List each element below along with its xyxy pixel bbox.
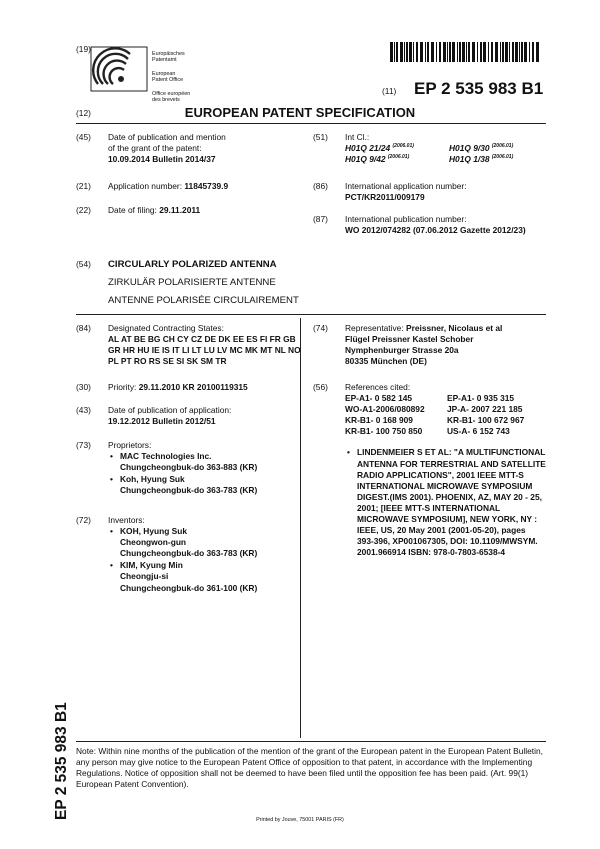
title-fr: ANTENNE POLARISÉE CIRCULAIREMENT [108,295,299,307]
epo-logo [90,46,148,92]
footer-rule [76,741,546,742]
list-item: • KIM, Kyung Min Cheongju-si Chungcheongbuk-do 361-100 (KR) [108,560,296,593]
section-30: (30) Priority: 29.11.2010 KR 20100119315 [76,382,248,392]
office-name-fr: Office européen des brevets [152,90,191,103]
document-title: EUROPEAN PATENT SPECIFICATION [184,105,416,120]
opposition-note: Note: Within nine months of the publication of the mention of the grant of the European patent in the European Patent Bulletin, any person may give notice to the European Patent Office of opposition to that patent, in accordance with the Implementing Regulations. Notice of opposition shall not be deemed to have been filed until the opposition fee has been paid. (Art. 99(1) European Patent Convention). [76,746,543,790]
epo-logo-icon [90,46,148,92]
section-51-ipc: (51) Int Cl.: H01Q 21/24 $^{(2006.01)}$ H01Q 9/30 $^{(2006.01)}$ H01Q 9/42 $^{(2006.01)}$ H01Q 1/38 $^{(2006.01)}$ [313,132,514,165]
list-item: • KOH, Hyung Suk Cheongwon-gun Chungcheongbuk-do 363-783 (KR) [108,526,296,559]
office-name-en: European Patent Office [152,70,184,83]
column-divider [300,318,301,738]
section-56: (56) References cited: EP-A1- 0 582 145 EP-A1- 0 935 315 WO-A1-2006/080892 JP-A- 2007 221 185 KR-B1- 0 168 909 KR-B1- 100 672 967 KR-B1- 100 750 850 US-A- 6 152 743 • LINDENMEIER S ET AL: "A MULTIFUNCTIONAL ANTENNA FOR TERRESTRIAL AND SATELLITE RADIO APPLICATIONS", 2001 IEEE MTT-S INTERNATIONAL MICROWAVE SYMPOSIUM DIGEST.(IMS 2001). PHOENIX, AZ, MAY 20 - 25, 2001; [IEEE MTT-S INTERNATIONAL MICROWAVE SYMPOSIUM], NEW YORK, NY : IEEE, US, 20 May 2001 (2001-05-20), pages 393-396, XP001067305, DOI: 10.1109/MWSYM. 2001.966914 ISBN: 978-0-7803-6538-4 [313,382,553,559]
title-en: CIRCULARLY POLARIZED ANTENNA [108,259,277,270]
section-86: (86) International application number: PCT/KR2011/009179 [313,181,467,203]
section-22: (22) Date of filing: 29.11.2011 [76,205,201,215]
section-72: (72) Inventors: • KOH, Hyung Suk Cheongwon-gun Chungcheongbuk-do 363-783 (KR) • KIM, Kyung Min Cheongju-si Chungcheongbuk-do 361-100 (KR) [76,515,296,595]
section-21: (21) Application number: 11845739.9 [76,181,229,191]
section-43: (43) Date of publication of application: 19.12.2012 Bulletin 2012/51 [76,405,232,427]
code-12: (12) [76,108,91,118]
section-45: (45) Date of publication and mention of the grant of the patent: 10.09.2014 Bulletin 2014/37 [76,132,226,165]
list-item: • Koh, Hyung Suk Chungcheongbuk-do 363-783 (KR) [108,474,296,496]
publication-number: EP 2 535 983 B1 [414,79,544,98]
office-name-de: Europäisches Patentamt [152,50,185,63]
title-de: ZIRKULÄR POLARISIERTE ANTENNE [108,277,276,289]
section-73: (73) Proprietors: • MAC Technologies Inc. Chungcheongbuk-do 363-883 (KR) • Koh, Hyung Suk Chungcheongbuk-do 363-783 (KR) [76,440,296,497]
header-rule [76,123,546,124]
section-84: (84) Designated Contracting States: AL AT BE BG CH CY CZ DE DK EE ES FI FR GB GR HR HU IE IS IT LI LT LU LV MC MK MT NL NO PL PT RO RS SE SI SK SM TR [76,323,301,367]
list-item: • LINDENMEIER S ET AL: "A MULTIFUNCTIONAL ANTENNA FOR TERRESTRIAL AND SATELLITE RADIO APPLICATIONS", 2001 IEEE MTT-S INTERNATIONAL MICROWAVE SYMPOSIUM DIGEST.(IMS 2001). PHOENIX, AZ, MAY 20 - 25, 2001; [IEEE MTT-S INTERNATIONAL MICROWAVE SYMPOSIUM], NEW YORK, NY : IEEE, US, 20 May 2001 (2001-05-20), pages 393-396, XP001067305, DOI: 10.1109/MWSYM. 2001.966914 ISBN: 978-0-7803-6538-4 [345,447,553,558]
title-rule [76,314,546,315]
barcode [390,42,540,62]
printer-line: Printed by Jouve, 75001 PARIS (FR) [256,817,344,823]
side-publication-number: EP 2 535 983 B1 [53,702,70,820]
section-74: (74) Representative: Preissner, Nicolaus et al Flügel Preissner Kastel Schober Nymphenburger Strasse 20a 80335 München (DE) [313,323,503,367]
code-19: (19) [76,44,91,54]
section-87: (87) International publication number: WO 2012/074282 (07.06.2012 Gazette 2012/23) [313,214,526,236]
barcode-icon [390,42,540,62]
section-54-title: (54) CIRCULARLY POLARIZED ANTENNA ZIRKULÄR POLARISIERTE ANTENNE ANTENNE POLARISÉE CIRCULAIREMENT [76,256,536,311]
code-11: (11) [382,86,397,96]
list-item: • MAC Technologies Inc. Chungcheongbuk-do 363-883 (KR) [108,451,296,473]
